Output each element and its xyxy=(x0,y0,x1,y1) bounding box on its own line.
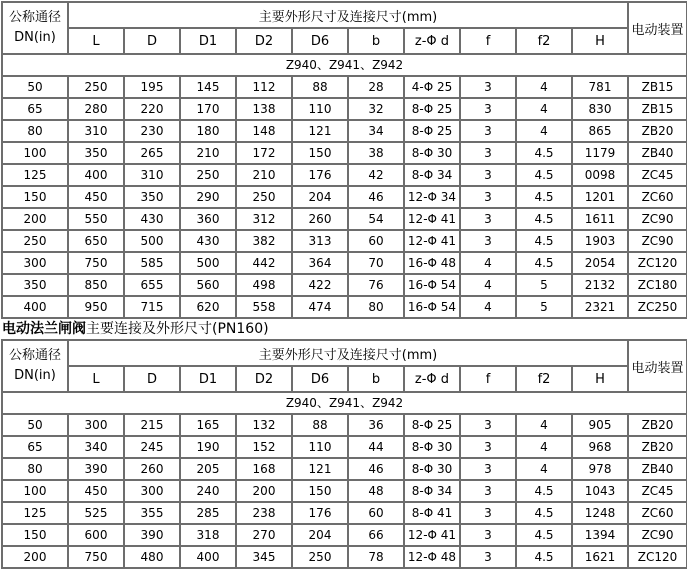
table-cell: 2132 xyxy=(572,274,628,296)
table-cell: 310 xyxy=(68,120,124,142)
table-cell: 172 xyxy=(236,142,292,164)
table-cell: 968 xyxy=(572,436,628,458)
table-cell: 312 xyxy=(236,208,292,230)
table-cell: 78 xyxy=(348,546,404,568)
table-cell: 500 xyxy=(124,230,180,252)
table-cell: 265 xyxy=(124,142,180,164)
section-title xyxy=(1,319,686,339)
table-cell: 70 xyxy=(348,252,404,274)
table-cell: 250 xyxy=(292,546,348,568)
table-cell: 66 xyxy=(348,524,404,546)
table-cell: 220 xyxy=(124,98,180,120)
table-cell: 3 xyxy=(460,208,516,230)
table-cell: 355 xyxy=(124,502,180,524)
table-cell: 4 xyxy=(460,252,516,274)
table-cell: 430 xyxy=(124,208,180,230)
table-cell: 360 xyxy=(180,208,236,230)
table-cell: 4.5 xyxy=(516,230,572,252)
table-cell: 1179 xyxy=(572,142,628,164)
table-cell: 88 xyxy=(292,76,348,98)
table-cell: 238 xyxy=(236,502,292,524)
table-cell: 4.5 xyxy=(516,186,572,208)
table-cell: 46 xyxy=(348,458,404,480)
table-cell: 313 xyxy=(292,230,348,252)
table-cell: 60 xyxy=(348,502,404,524)
table-cell: 125 xyxy=(2,502,68,524)
table-cell: 4 xyxy=(516,436,572,458)
table-cell: 8-Φ 25 xyxy=(404,98,460,120)
table-cell: 204 xyxy=(292,524,348,546)
table-row xyxy=(2,546,687,568)
table-cell: 121 xyxy=(292,120,348,142)
table-cell: ZB40 xyxy=(628,142,687,164)
table-cell: 16-Φ 54 xyxy=(404,296,460,318)
table-cell: 3 xyxy=(460,186,516,208)
table-cell: ZB40 xyxy=(628,458,687,480)
column-header-b: b xyxy=(348,366,404,392)
nominal-diameter-unit: DN(in) xyxy=(14,30,56,45)
table-cell: 550 xyxy=(68,208,124,230)
table-cell: 8-Φ 30 xyxy=(404,436,460,458)
table-cell: 8-Φ 25 xyxy=(404,120,460,142)
table-row xyxy=(2,252,687,274)
table-cell: 430 xyxy=(180,230,236,252)
table-cell: ZB15 xyxy=(628,76,687,98)
table-cell: ZC120 xyxy=(628,252,687,274)
table-cell: ZC60 xyxy=(628,502,687,524)
table-cell: 16-Φ 48 xyxy=(404,252,460,274)
table-cell: 382 xyxy=(236,230,292,252)
column-header-f2: f2 xyxy=(516,28,572,54)
table-cell: 558 xyxy=(236,296,292,318)
table-cell: 750 xyxy=(68,546,124,568)
table-cell: 715 xyxy=(124,296,180,318)
column-header-l: L xyxy=(68,366,124,392)
table-cell: 400 xyxy=(180,546,236,568)
table-cell: 138 xyxy=(236,98,292,120)
table-cell: 250 xyxy=(236,186,292,208)
table-cell: 3 xyxy=(460,76,516,98)
header-row-columns xyxy=(2,366,687,392)
table-row xyxy=(2,436,687,458)
table-cell: 3 xyxy=(460,524,516,546)
table-cell: 3 xyxy=(460,98,516,120)
table-row xyxy=(2,274,687,296)
nominal-diameter-label: 公称通径 xyxy=(8,347,61,363)
table-cell: 285 xyxy=(180,502,236,524)
table-cell: 200 xyxy=(2,208,68,230)
table-cell: 450 xyxy=(68,186,124,208)
table-cell: 48 xyxy=(348,480,404,502)
table-cell: 170 xyxy=(180,98,236,120)
table-cell: 80 xyxy=(2,120,68,142)
table-cell: 1201 xyxy=(572,186,628,208)
column-header-d2: D2 xyxy=(236,366,292,392)
table-cell: ZC90 xyxy=(628,208,687,230)
table-cell: 1903 xyxy=(572,230,628,252)
table-cell: ZB20 xyxy=(628,120,687,142)
table-cell: 38 xyxy=(348,142,404,164)
table-row xyxy=(2,524,687,546)
table-cell: 46 xyxy=(348,186,404,208)
model-series-label: Z940、Z941、Z942 xyxy=(2,392,687,414)
table-cell: 4 xyxy=(516,458,572,480)
table-cell: 50 xyxy=(2,414,68,436)
table-row xyxy=(2,414,687,436)
table-cell: ZB15 xyxy=(628,98,687,120)
column-header-d2: D2 xyxy=(236,28,292,54)
table-row xyxy=(2,502,687,524)
table-cell: 525 xyxy=(68,502,124,524)
table-cell: 3 xyxy=(460,502,516,524)
table-cell: 300 xyxy=(2,252,68,274)
header-actuator: 电动装置 xyxy=(628,340,687,392)
table-cell: 50 xyxy=(2,76,68,98)
table-cell: 1611 xyxy=(572,208,628,230)
column-header-d6: D6 xyxy=(292,366,348,392)
table-cell: 215 xyxy=(124,414,180,436)
table-cell: 270 xyxy=(236,524,292,546)
table-cell: 260 xyxy=(124,458,180,480)
table-cell: 152 xyxy=(236,436,292,458)
table-cell: 3 xyxy=(460,414,516,436)
table-row xyxy=(2,458,687,480)
table-cell: 12-Φ 41 xyxy=(404,230,460,252)
table-cell: 204 xyxy=(292,186,348,208)
table-cell: 65 xyxy=(2,436,68,458)
table-cell: ZC45 xyxy=(628,164,687,186)
table-cell: 950 xyxy=(68,296,124,318)
table-cell: 230 xyxy=(124,120,180,142)
table-cell: 3 xyxy=(460,436,516,458)
table-cell: 150 xyxy=(292,142,348,164)
table-cell: 4.5 xyxy=(516,164,572,186)
table-cell: 4.5 xyxy=(516,142,572,164)
table-cell: ZC90 xyxy=(628,230,687,252)
table-cell: 4 xyxy=(460,274,516,296)
table-cell: 100 xyxy=(2,142,68,164)
table-row xyxy=(2,296,687,318)
table-cell: 3 xyxy=(460,164,516,186)
table-cell: 474 xyxy=(292,296,348,318)
column-header-f: f xyxy=(460,28,516,54)
column-header-d6: D6 xyxy=(292,28,348,54)
table-cell: 180 xyxy=(180,120,236,142)
table-cell: 200 xyxy=(2,546,68,568)
table-row xyxy=(2,208,687,230)
table-cell: 450 xyxy=(68,480,124,502)
table-cell: 4 xyxy=(460,296,516,318)
table-cell: 165 xyxy=(180,414,236,436)
table-cell: 32 xyxy=(348,98,404,120)
header-nominal-diameter xyxy=(2,340,68,392)
table-cell: 100 xyxy=(2,480,68,502)
model-series-label: Z940、Z941、Z942 xyxy=(2,54,687,76)
table-cell: 3 xyxy=(460,142,516,164)
table-cell: 1043 xyxy=(572,480,628,502)
table-cell: 110 xyxy=(292,98,348,120)
nominal-diameter-unit: DN(in) xyxy=(14,368,56,383)
table-cell: 76 xyxy=(348,274,404,296)
table-cell: 498 xyxy=(236,274,292,296)
table-cell: 34 xyxy=(348,120,404,142)
column-header-b: b xyxy=(348,28,404,54)
table-cell: 4.5 xyxy=(516,524,572,546)
table-cell: 200 xyxy=(236,480,292,502)
column-header-d1: D1 xyxy=(180,366,236,392)
table-cell: 16-Φ 54 xyxy=(404,274,460,296)
column-header-f2: f2 xyxy=(516,366,572,392)
table-cell: 400 xyxy=(2,296,68,318)
header-dimensions-title: 主要外形尺寸及连接尺寸(mm) xyxy=(68,2,628,28)
table-cell: 830 xyxy=(572,98,628,120)
table-cell: 4.5 xyxy=(516,252,572,274)
table-cell: ZC45 xyxy=(628,480,687,502)
header-row-columns xyxy=(2,28,687,54)
header-actuator: 电动装置 xyxy=(628,2,687,54)
section-title-rest: 主要连接及外形尺寸(PN160) xyxy=(86,321,269,337)
table-cell: ZC60 xyxy=(628,186,687,208)
table-cell: 8-Φ 25 xyxy=(404,414,460,436)
table-cell: 4.5 xyxy=(516,480,572,502)
table-cell: 80 xyxy=(2,458,68,480)
table-cell: 905 xyxy=(572,414,628,436)
table-cell: 121 xyxy=(292,458,348,480)
header-row-top xyxy=(2,340,687,366)
table-cell: 245 xyxy=(124,436,180,458)
table-cell: 4 xyxy=(516,76,572,98)
table-cell: 145 xyxy=(180,76,236,98)
table-cell: 112 xyxy=(236,76,292,98)
table-cell: ZB20 xyxy=(628,414,687,436)
table-cell: ZC250 xyxy=(628,296,687,318)
column-header-d1: D1 xyxy=(180,28,236,54)
table-cell: 210 xyxy=(180,142,236,164)
table-cell: ZC120 xyxy=(628,546,687,568)
table-row xyxy=(2,230,687,252)
table-cell: 300 xyxy=(124,480,180,502)
table-cell: 5 xyxy=(516,296,572,318)
table-cell: 4 xyxy=(516,120,572,142)
table-cell: 345 xyxy=(236,546,292,568)
table-cell: 3 xyxy=(460,120,516,142)
table-row xyxy=(2,186,687,208)
table-cell: 310 xyxy=(124,164,180,186)
table-cell: 422 xyxy=(292,274,348,296)
table-cell: 650 xyxy=(68,230,124,252)
valve-dimensions-table-pn160 xyxy=(1,339,687,569)
table-cell: 54 xyxy=(348,208,404,230)
table-cell: 250 xyxy=(2,230,68,252)
table-cell: 600 xyxy=(68,524,124,546)
valve-dimensions-table-top xyxy=(1,1,687,319)
table-cell: 0098 xyxy=(572,164,628,186)
table-cell: 80 xyxy=(348,296,404,318)
column-header-l: L xyxy=(68,28,124,54)
table-cell: 150 xyxy=(2,186,68,208)
column-header-f: f xyxy=(460,366,516,392)
table-cell: 210 xyxy=(236,164,292,186)
table-cell: 168 xyxy=(236,458,292,480)
table-cell: 250 xyxy=(68,76,124,98)
table-cell: 3 xyxy=(460,458,516,480)
table-cell: 850 xyxy=(68,274,124,296)
table-cell: 110 xyxy=(292,436,348,458)
table-cell: 150 xyxy=(2,524,68,546)
table-cell: 150 xyxy=(292,480,348,502)
table-cell: 176 xyxy=(292,502,348,524)
table-cell: 978 xyxy=(572,458,628,480)
table-cell: 290 xyxy=(180,186,236,208)
table-cell: 4.5 xyxy=(516,208,572,230)
table-cell: 1394 xyxy=(572,524,628,546)
table-cell: 12-Φ 48 xyxy=(404,546,460,568)
table-cell: 190 xyxy=(180,436,236,458)
table-cell: 240 xyxy=(180,480,236,502)
table-cell: 750 xyxy=(68,252,124,274)
table-cell: 3 xyxy=(460,230,516,252)
table-cell: ZB20 xyxy=(628,436,687,458)
table-cell: 390 xyxy=(68,458,124,480)
column-header-zd: z-Φ d xyxy=(404,366,460,392)
table-cell: 4 xyxy=(516,414,572,436)
table-cell: 350 xyxy=(124,186,180,208)
table-cell: 4.5 xyxy=(516,546,572,568)
column-header-h: H xyxy=(572,366,628,392)
table-cell: 8-Φ 30 xyxy=(404,142,460,164)
table-cell: 2321 xyxy=(572,296,628,318)
table-cell: 350 xyxy=(68,142,124,164)
table-row xyxy=(2,480,687,502)
table-cell: ZC180 xyxy=(628,274,687,296)
table-cell: 442 xyxy=(236,252,292,274)
table-cell: 480 xyxy=(124,546,180,568)
table-cell: 42 xyxy=(348,164,404,186)
table-row xyxy=(2,76,687,98)
table-row xyxy=(2,120,687,142)
table-cell: 8-Φ 34 xyxy=(404,164,460,186)
table-cell: 132 xyxy=(236,414,292,436)
header-nominal-diameter xyxy=(2,2,68,54)
table-cell: 655 xyxy=(124,274,180,296)
table-cell: 88 xyxy=(292,414,348,436)
table-cell: 12-Φ 41 xyxy=(404,208,460,230)
table-cell: 364 xyxy=(292,252,348,274)
table-cell: 560 xyxy=(180,274,236,296)
table-cell: 65 xyxy=(2,98,68,120)
table-cell: 3 xyxy=(460,480,516,502)
model-series-row xyxy=(2,54,687,76)
table-cell: 250 xyxy=(180,164,236,186)
header-row-top xyxy=(2,2,687,28)
column-header-zd: z-Φ d xyxy=(404,28,460,54)
table-cell: 2054 xyxy=(572,252,628,274)
table-cell: 400 xyxy=(68,164,124,186)
table-cell: 340 xyxy=(68,436,124,458)
model-series-row xyxy=(2,392,687,414)
table-cell: 3 xyxy=(460,546,516,568)
table-cell: 318 xyxy=(180,524,236,546)
table-cell: 781 xyxy=(572,76,628,98)
nominal-diameter-label: 公称通径 xyxy=(8,9,61,25)
header-dimensions-title: 主要外形尺寸及连接尺寸(mm) xyxy=(68,340,628,366)
table-cell: 28 xyxy=(348,76,404,98)
table-cell: 60 xyxy=(348,230,404,252)
table-cell: 5 xyxy=(516,274,572,296)
table-cell: 4-Φ 25 xyxy=(404,76,460,98)
table-cell: 205 xyxy=(180,458,236,480)
table-cell: 500 xyxy=(180,252,236,274)
table-cell: 8-Φ 34 xyxy=(404,480,460,502)
table-cell: 176 xyxy=(292,164,348,186)
table-cell: 148 xyxy=(236,120,292,142)
table-row xyxy=(2,98,687,120)
table-cell: 4 xyxy=(516,98,572,120)
table-cell: 585 xyxy=(124,252,180,274)
table-cell: 390 xyxy=(124,524,180,546)
table-cell: 1248 xyxy=(572,502,628,524)
table-cell: 8-Φ 30 xyxy=(404,458,460,480)
table-cell: 8-Φ 41 xyxy=(404,502,460,524)
column-header-d: D xyxy=(124,28,180,54)
column-header-h: H xyxy=(572,28,628,54)
table-cell: 300 xyxy=(68,414,124,436)
column-header-d: D xyxy=(124,366,180,392)
table-cell: 36 xyxy=(348,414,404,436)
section-title-valve-name: 电动法兰闸阀 xyxy=(2,321,86,337)
table-cell: 620 xyxy=(180,296,236,318)
table-cell: 44 xyxy=(348,436,404,458)
table-cell: 12-Φ 34 xyxy=(404,186,460,208)
table-cell: 125 xyxy=(2,164,68,186)
table-cell: 4.5 xyxy=(516,502,572,524)
table-cell: 260 xyxy=(292,208,348,230)
table-cell: 350 xyxy=(2,274,68,296)
table-row xyxy=(2,164,687,186)
table-cell: 12-Φ 41 xyxy=(404,524,460,546)
table-row xyxy=(2,142,687,164)
table-cell: 195 xyxy=(124,76,180,98)
table-cell: 865 xyxy=(572,120,628,142)
table-cell: 280 xyxy=(68,98,124,120)
table-cell: ZC90 xyxy=(628,524,687,546)
table-cell: 1621 xyxy=(572,546,628,568)
